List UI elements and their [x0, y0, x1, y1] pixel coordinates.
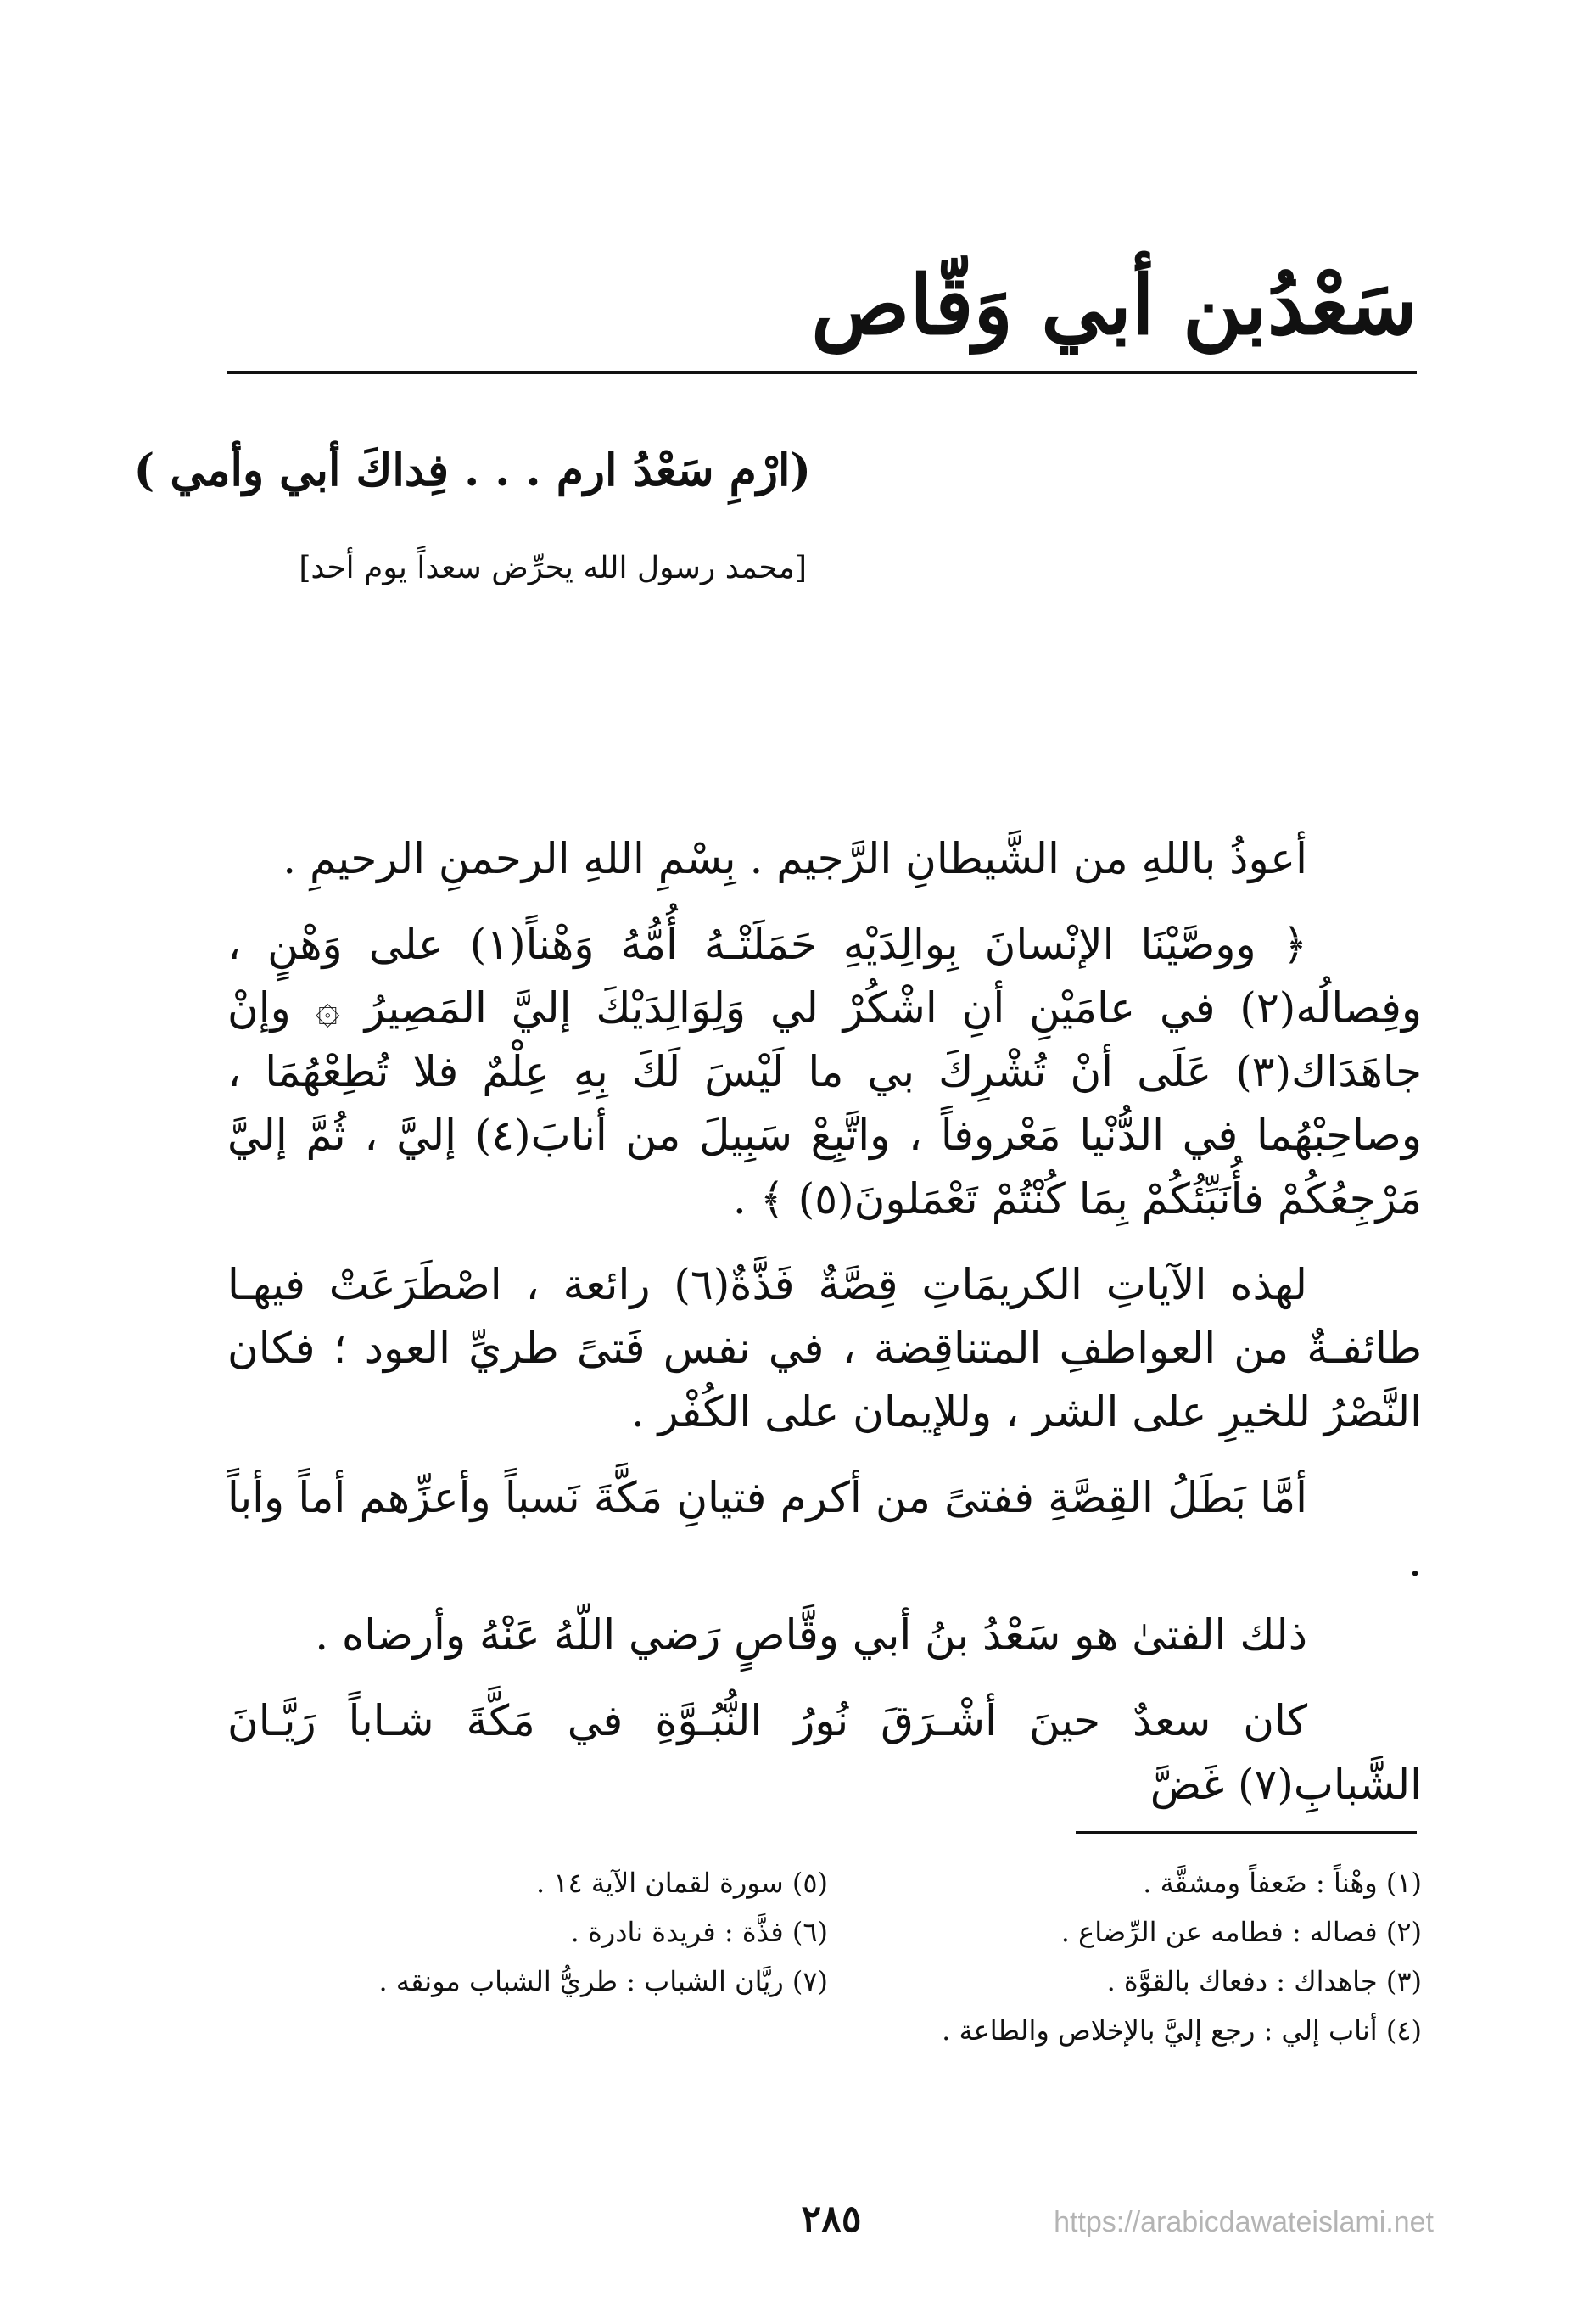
epigraph-quote: (ارْمِ سَعْدُ ارم . . . فِداكَ أبي وأمي ) — [133, 445, 811, 496]
chapter-title: سَعْدُبن أبي وَقّاص — [811, 257, 1418, 353]
footnotes-left-column — [268, 1858, 828, 2006]
paragraph-istiadha: أعوذُ باللهِ من الشَّيطانِ الرَّجيم . بِسْمِ اللهِ الرحمنِ الرحيمِ . — [282, 834, 1307, 883]
paragraph-story-intro: لهذه الآياتِ الكريمَاتِ قِصَّةٌ فَذَّةٌ(٦) رائعة ، اصْطَرَعَتْ فيهـا طائفـةٌ من العواطفِ المتناقِضة ، في نفس فَتىً طريِّ العود ؛ فكان النَّصْرُ للخيرِ على الشر ، وللإيمان على الكُفْر . — [227, 1260, 1422, 1436]
body-text — [227, 827, 1422, 1839]
footnote-3: (٣) جاهداك : دفعاك بالقوَّة . — [1106, 1965, 1422, 1997]
footnote-5: (٥) سورة لقمان الآية ١٤ . — [535, 1867, 828, 1899]
footnote-6: (٦) فذَّة : فريدة نادرة . — [570, 1916, 828, 1948]
footnote-divider — [1076, 1831, 1417, 1834]
title-divider — [227, 371, 1417, 374]
footnote-1: (١) وهْناً : ضَعفاً ومشقَّة . — [1143, 1867, 1422, 1899]
footnote-2: (٢) فصاله : فطامه عن الرِّضاع . — [1060, 1916, 1422, 1948]
footnotes-right-column — [862, 1858, 1422, 2055]
footnotes — [288, 1858, 1422, 2079]
paragraph-saad: ذلك الفتىٰ هو سَعْدُ بنُ أبي وقَّاصٍ رَضي اللّهُ عَنْهُ وأرضاه . — [315, 1610, 1307, 1660]
epigraph-source: [محمد رسول الله يحرِّض سعداً يوم أحد] — [299, 551, 807, 585]
footnote-4: (٤) أناب إلي : رجع إليَّ بالإخلاص والطاعة . — [942, 2014, 1422, 2047]
footnote-7: (٧) ريَّان الشباب : طريُّ الشباب مونقه . — [378, 1965, 828, 1997]
paragraph-hero: أمَّا بَطَلُ القِصَّةِ ففتىً من أكرم فتيانِ مَكَّةَ نَسباً وأعزِّهم أماً وأباً . — [227, 1473, 1422, 1586]
watermark-url: https://arabicdawateislami.net — [1054, 2206, 1434, 2238]
paragraph-quran-verse: ﴿ ووصَّيْنَا الإنْسانَ بِوالِدَيْهِ حَمَلَتْـهُ أُمُّهُ وَهْناً(١) على وَهْنٍ ، وفِصالُه(٢) في عامَيْنِ أنِ اشْكُرْ لي وَلِوَالِدَيْكَ إليَّ المَصِيرُ ۞ وإنْ جاهَدَاك(٣) عَلَى أنْ تُشْرِكَ بي ما لَيْسَ لَكَ بِهِ عِلْمٌ فلا تُطِعْهُمَا ، وصاحِبْهُما في الدُّنْيا مَعْروفاً ، واتَّبِعْ سَبِيلَ من أنابَ(٤) إليَّ ، ثُمَّ إليَّ مَرْجِعُكُمْ فأُنَبِّئُكُمْ بِمَا كُنْتُمْ تَعْمَلونَ(٥) ﴾ . — [227, 920, 1422, 1224]
paragraph-youth: كان سعدٌ حينَ أشْـرَقَ نُورُ النُّبُـوَّةِ في مَكَّةَ شـاباً رَيَّـانَ الشَّبابِ(٧) غَضَّ — [227, 1696, 1422, 1809]
page-number: ٢٨٥ — [801, 2198, 862, 2241]
